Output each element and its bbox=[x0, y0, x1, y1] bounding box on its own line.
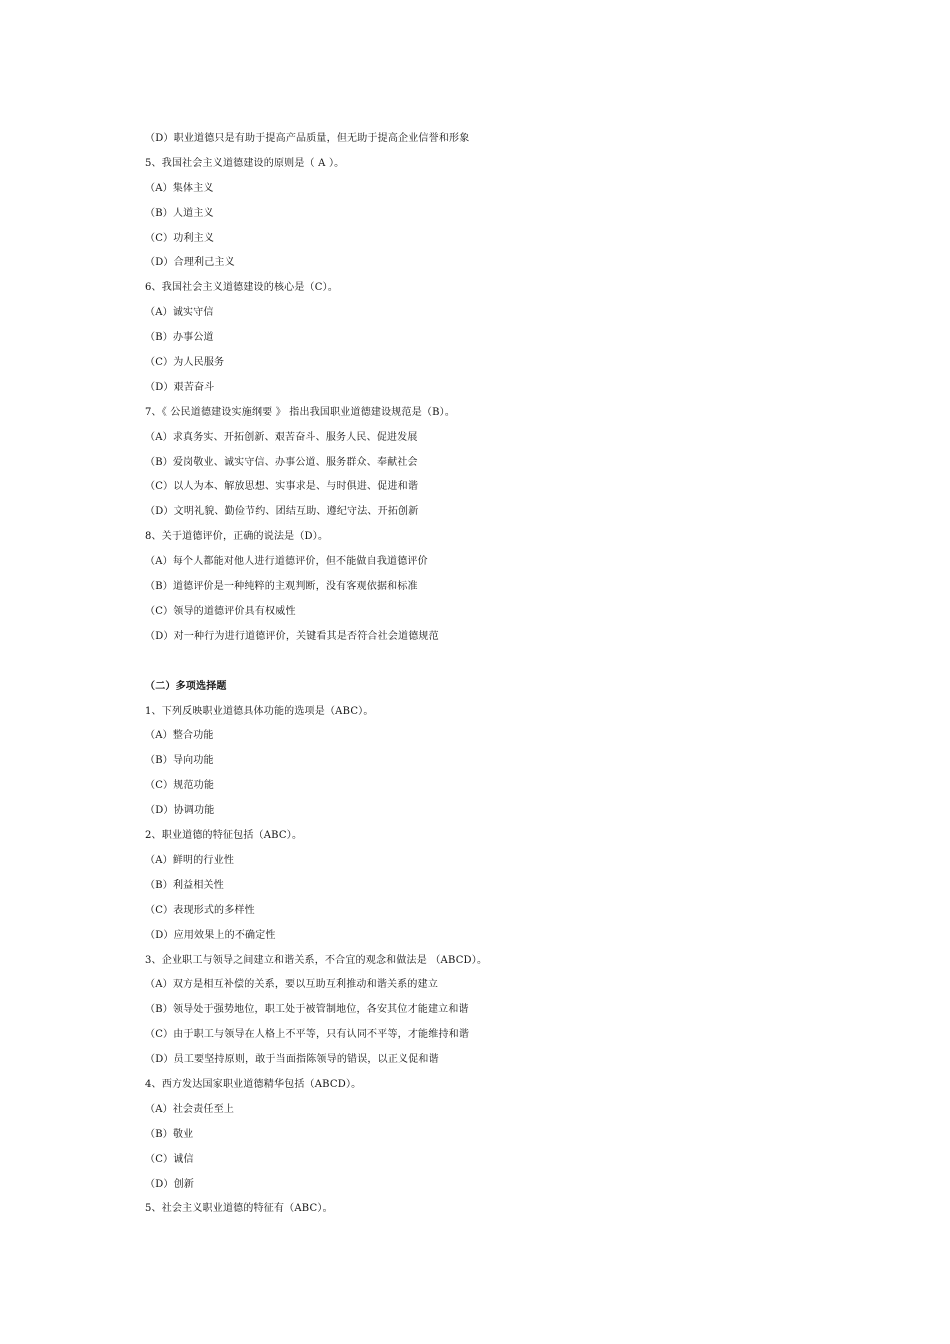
option-line: （A）鲜明的行业性 bbox=[145, 854, 235, 866]
option-line: （D）合理利己主义 bbox=[145, 257, 235, 269]
option-line: （C）表现形式的多样性 bbox=[145, 904, 255, 916]
question-line: 1、下列反映职业道德具体功能的选项是（ABC）。 bbox=[145, 705, 374, 717]
question-line: 7、《 公民道德建设实施纲要 》 指出我国职业道德建设规范是（B）。 bbox=[145, 406, 456, 418]
option-line: （B）领导处于强势地位，职工处于被管制地位，各安其位才能建立和谐 bbox=[145, 1004, 469, 1016]
option-line: （C）功利主义 bbox=[145, 232, 215, 244]
option-line: （D）对一种行为进行道德评价，关键看其是否符合社会道德规范 bbox=[145, 630, 439, 642]
option-line: （A）整合功能 bbox=[145, 730, 214, 742]
option-line: （D）创新 bbox=[145, 1178, 195, 1190]
option-line: （A）求真务实、开拓创新、艰苦奋斗、服务人民、促进发展 bbox=[145, 431, 418, 443]
option-line: （B）人道主义 bbox=[145, 207, 214, 219]
option-line: （C）诚信 bbox=[145, 1153, 194, 1165]
multiple-choice-section bbox=[145, 700, 865, 1223]
option-line: （C）由于职工与领导在人格上不平等，只有认同不平等，才能维持和谐 bbox=[145, 1029, 470, 1041]
option-line: （D）文明礼貌、勤俭节约、团结互助、遵纪守法、开拓创新 bbox=[145, 506, 419, 518]
question-line: 4、西方发达国家职业道德精华包括（ABCD）。 bbox=[145, 1078, 362, 1090]
question-line: 5、我国社会主义道德建设的原则是（ A ）。 bbox=[145, 157, 345, 169]
option-line: （C）规范功能 bbox=[145, 780, 215, 792]
option-line: （D）协调功能 bbox=[145, 805, 215, 817]
option-line: （A）每个人都能对他人进行道德评价，但不能做自我道德评价 bbox=[145, 556, 428, 568]
document-page bbox=[145, 127, 865, 1222]
section-heading: （二）多项选择题 bbox=[145, 680, 227, 692]
option-line: （D）职业道德只是有助于提高产品质量，但无助于提高企业信誉和形象 bbox=[145, 133, 470, 144]
option-line: （A）社会责任至上 bbox=[145, 1103, 235, 1115]
option-line: （D）员工要坚持原则，敢于当面指陈领导的错误，以正义促和谐 bbox=[145, 1054, 439, 1066]
option-line: （B）利益相关性 bbox=[145, 879, 224, 891]
option-line: （D）艰苦奋斗 bbox=[145, 381, 215, 393]
option-line: （C）以人为本、解放思想、实事求是、与时俱进、促进和谐 bbox=[145, 481, 419, 493]
option-line: （B）道德评价是一种纯粹的主观判断，没有客观依据和标准 bbox=[145, 581, 418, 593]
option-line: （B）办事公道 bbox=[145, 332, 214, 344]
option-line: （B）爱岗敬业、诚实守信、办事公道、服务群众、奉献社会 bbox=[145, 456, 418, 468]
option-line: （B）敬业 bbox=[145, 1128, 194, 1140]
option-line: （B）导向功能 bbox=[145, 755, 214, 767]
single-choice-section bbox=[145, 127, 865, 650]
option-line: （D）应用效果上的不确定性 bbox=[145, 929, 276, 941]
question-line: 8、关于道德评价，正确的说法是（D）。 bbox=[145, 531, 329, 543]
option-line: （A）诚实守信 bbox=[145, 307, 214, 319]
question-line: 2、职业道德的特征包括（ABC）。 bbox=[145, 830, 303, 842]
question-line: 5、社会主义职业道德的特征有（ABC）。 bbox=[145, 1203, 333, 1215]
question-line: 3、企业职工与领导之间建立和谐关系，不合宜的观念和做法是 （ABCD）。 bbox=[145, 954, 488, 966]
question-line: 6、我国社会主义道德建设的核心是（C）。 bbox=[145, 282, 339, 294]
section-spacer bbox=[145, 650, 865, 675]
option-line: （A）集体主义 bbox=[145, 182, 214, 194]
option-line: （C）领导的道德评价具有权威性 bbox=[145, 605, 296, 617]
option-line: （A）双方是相互补偿的关系，要以互助互利推动和谐关系的建立 bbox=[145, 979, 439, 991]
option-line: （C）为人民服务 bbox=[145, 357, 225, 369]
